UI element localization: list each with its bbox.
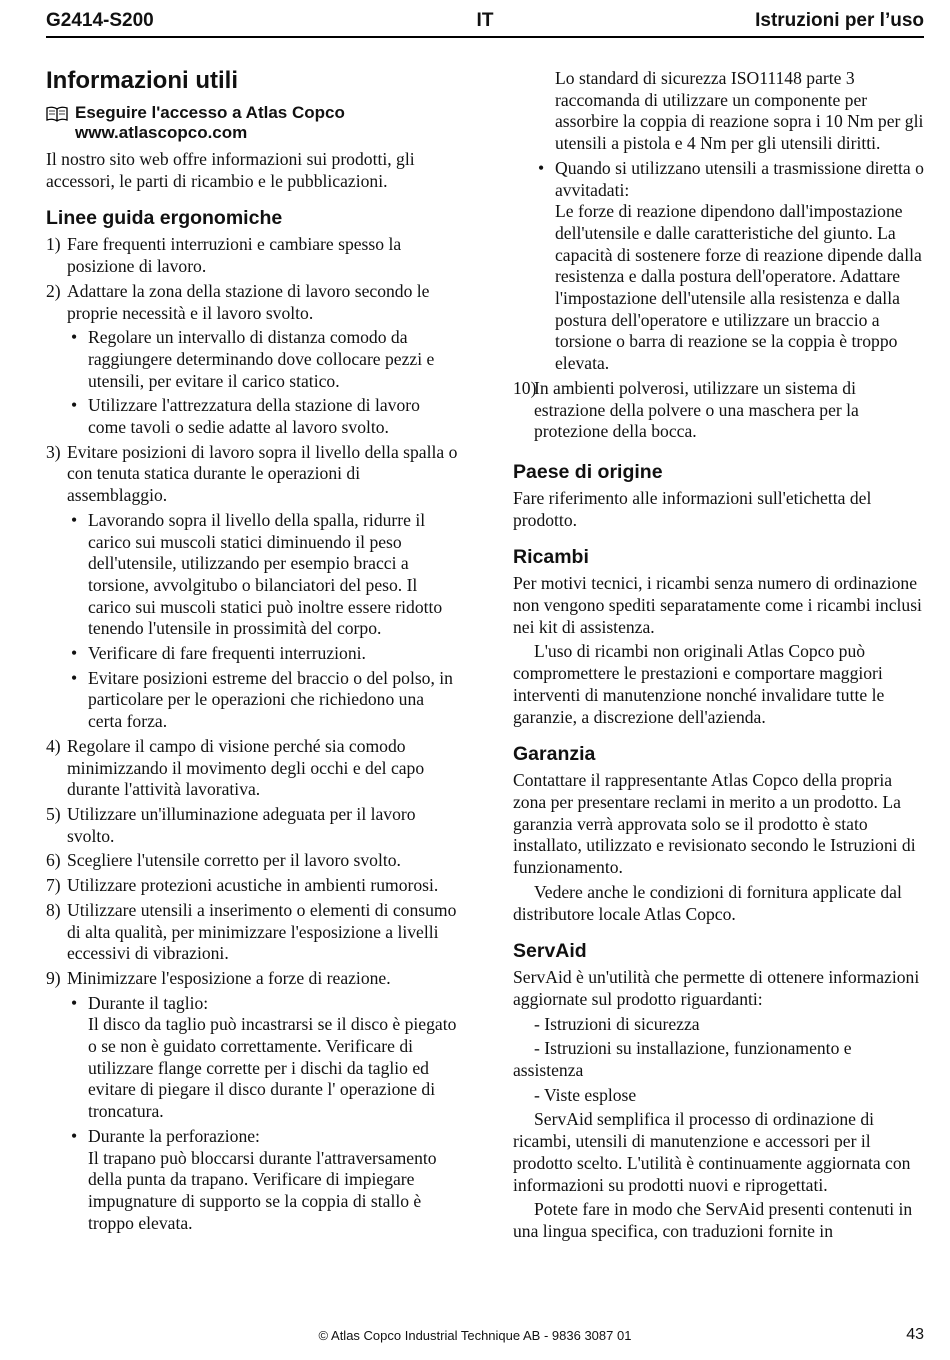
servaid-list-item: - Viste esplose xyxy=(534,1084,637,1105)
bullet-title: • Durante la perforazione: xyxy=(88,1125,260,1146)
list-item xyxy=(46,736,461,801)
bullet-item: • Regolare un intervallo di distanza comodo da raggiungere determinando dove collocare pezzi e utensili, per evitare il carico statico. xyxy=(67,327,461,392)
item-number: 6) xyxy=(46,850,61,871)
item-text: Utilizzare un'illuminazione adeguata per il lavoro svolto. xyxy=(67,803,416,846)
copyright-notice: © Atlas Copco Industrial Technique AB - 9836 3087 01 xyxy=(318,1328,632,1343)
item-text: Adattare la zona della stazione di lavoro secondo le proprie necessità e il lavoro svolto. xyxy=(67,280,430,323)
servaid-paragraph: ServAid semplifica il processo di ordinazione di ricambi, utensili di manutenzione e accessori per il prodotto scelto. L'utilità è continuamente aggiornata con informazioni su prodotti nuovi e riprogettati. xyxy=(513,1109,911,1195)
bullet-list xyxy=(513,158,925,375)
servaid-list-item: - Istruzioni su installazione, funzionamento e assistenza xyxy=(513,1038,852,1081)
list-item xyxy=(513,378,925,443)
book-icon xyxy=(46,106,68,122)
item-number: 5) xyxy=(46,803,61,824)
list-item xyxy=(46,281,461,324)
bullet-list xyxy=(46,993,461,1235)
servaid-paragraph: Potete fare in modo che ServAid presenti contenuti in una lingua specifica, con traduzioni fornite in xyxy=(513,1199,913,1241)
item-number: 8) xyxy=(46,899,61,920)
ricambi-paragraph: L'uso di ricambi non originali Atlas Copco può compromettere le prestazioni e comportare maggiori interventi di manutenzione nonché invalidare tutte le garanzie, a discrezione dell'azienda. xyxy=(513,641,885,727)
garanzia-paragraph: Vedere anche le condizioni di fornitura applicate dal distributore locale Atlas Copco. xyxy=(513,881,902,924)
language-code: IT xyxy=(476,10,494,31)
bullet-body: Il trapano può bloccarsi durante l'attraversamento della punta da trapano. Verificare di impiegare impugnature di supporto se la coppia di stallo è troppo elevata. xyxy=(88,1147,437,1233)
item-number: 2) xyxy=(46,280,61,301)
bullet-item: • Verificare di fare frequenti interruzioni. xyxy=(67,643,461,665)
section-heading-garanzia: Garanzia xyxy=(513,743,596,766)
item-text: Scegliere l'utensile corretto per il lavoro svolto. xyxy=(67,850,401,871)
section-heading-informazioni: Informazioni utili xyxy=(46,67,238,94)
list-item xyxy=(46,804,461,847)
access-line: Eseguire l'accesso a Atlas Copco xyxy=(75,103,345,122)
website-link[interactable]: www.atlascopco.com xyxy=(75,123,248,142)
website-access xyxy=(46,103,461,143)
item-text: In ambienti polverosi, utilizzare un sistema di estrazione della polvere o una maschera per la protezione della bocca. xyxy=(534,377,859,442)
page-number: 43 xyxy=(906,1326,924,1343)
servaid-list-item: - Istruzioni di sicurezza xyxy=(534,1013,700,1034)
continued-paragraph: Lo standard di sicurezza ISO11148 parte 3 raccomanda di utilizzare un componente per assorbire la coppia di reazione sopra i 10 Nm per gli utensili a pistola e 4 Nm per gli utensili diritti. xyxy=(555,68,924,154)
bullet-item xyxy=(67,993,461,1123)
ricambi-paragraph: Per motivi tecnici, i ricambi senza numero di ordinazione non vengono spediti separatamente come i ricambi inclusi nei kit di assistenza. xyxy=(513,573,922,637)
item-number: 3) xyxy=(46,441,61,462)
section-heading-servaid: ServAid xyxy=(513,940,587,963)
bullet-item xyxy=(534,158,925,375)
item-text: Minimizzare l'esposizione a forze di reazione. xyxy=(67,967,391,988)
bullet-item: • Evitare posizioni estreme del braccio o del polso, in particolare per le operazioni che richiedono una certa forza. xyxy=(67,668,461,733)
item-text: Evitare posizioni di lavoro sopra il livello della spalla o con tenuta statica durante le operazioni di assemblaggio. xyxy=(67,441,458,506)
section-heading-paese: Paese di origine xyxy=(513,460,663,483)
bullet-item: • Lavorando sopra il livello della spalla, ridurre il carico sui muscoli statici diminuendo il peso dell'utensile, utilizzando per esempio bracci a torsione, avvolgitubo o bilanciatori del peso. Il carico sui muscoli statici può inoltre essere ridotto tenendo l'utensile in prossimità del corpo. xyxy=(67,510,461,640)
bullet-title: • Durante il taglio: xyxy=(88,992,209,1013)
document-id: G2414-S200 xyxy=(46,10,154,31)
list-item xyxy=(46,900,461,965)
bullet-list xyxy=(46,327,461,439)
list-item xyxy=(46,968,461,990)
intro-paragraph: Il nostro sito web offre informazioni sui prodotti, gli accessori, le parti di ricambio e le pubblicazioni. xyxy=(46,149,415,191)
bullet-list xyxy=(46,510,461,733)
left-column xyxy=(46,66,461,1237)
page-header xyxy=(46,10,924,38)
list-item xyxy=(46,875,461,897)
item-number: 7) xyxy=(46,875,61,896)
paese-text: Fare riferimento alle informazioni sull'etichetta del prodotto. xyxy=(513,487,872,530)
bullet-item xyxy=(67,1126,461,1235)
bullet-title: • Quando si utilizzano utensili a trasmissione diretta o avvitadati: xyxy=(555,157,924,200)
item-text: Fare frequenti interruzioni e cambiare spesso la posizione di lavoro. xyxy=(67,234,402,277)
header-title: Istruzioni per l’uso xyxy=(755,10,924,31)
item-number: 1) xyxy=(46,234,61,255)
item-number: 9) xyxy=(46,967,61,988)
item-number: 10) xyxy=(513,377,537,398)
section-heading-ergonomia: Linee guida ergonomiche xyxy=(46,207,283,230)
list-item xyxy=(46,442,461,507)
bullet-item: • Utilizzare l'attrezzatura della stazione di lavoro come tavoli o sedie adatte al lavoro svolto. xyxy=(67,395,461,438)
bullet-body: Le forze di reazione dipendono dall'impostazione dell'utensile e dalle caratteristiche del giunto. La capacità di sostenere forze di reazione dipende dalla resistenza e dalla postura dell'operatore. Adattare l'impostazione dell'utensile alla resistenza e dalla postura dell'operatore e utilizzare un braccio a torsione o barra di reazione se la coppia è troppo elevata. xyxy=(555,201,922,374)
item-text: Regolare il campo di visione perché sia comodo minimizzando il movimento degli occhi e del capo durante l'attività lavorativa. xyxy=(67,735,425,800)
section-heading-ricambi: Ricambi xyxy=(513,546,589,569)
item-text: Utilizzare utensili a inserimento o elementi di consumo di alta qualità, per minimizzare l'esposizione a livelli eccessivi di vibrazioni. xyxy=(67,899,457,964)
list-item xyxy=(46,234,461,277)
list-item xyxy=(46,850,461,872)
bullet-body: Il disco da taglio può incastrarsi se il disco è piegato o se non è guidato correttamente. Verificare di utilizzare flange corrette per i dischi da taglio ed evitare di piegare il disco durante l' operazione di troncatura. xyxy=(88,1014,457,1122)
garanzia-paragraph: Contattare il rappresentante Atlas Copco della propria zona per presentare reclami in merito a un prodotto. La garanzia verrà approvata solo se il prodotto è stato installato, utilizzato e revisionato secondo le Istruzioni di funzionamento. xyxy=(513,770,916,878)
item-number: 4) xyxy=(46,735,61,756)
item-text: Utilizzare protezioni acustiche in ambienti rumorosi. xyxy=(67,875,439,896)
servaid-paragraph: ServAid è un'utilità che permette di ottenere informazioni aggiornate sul prodotto riguardanti: xyxy=(513,967,920,1009)
right-column xyxy=(513,68,925,1243)
